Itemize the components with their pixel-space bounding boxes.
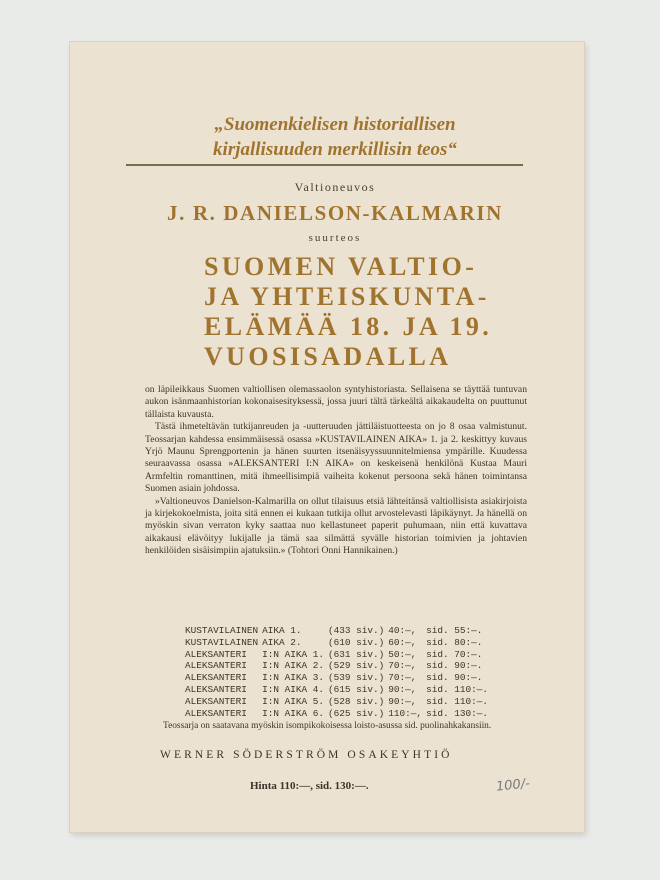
price-row [185,696,492,708]
price-cell-bound: sid. 90:—. [426,660,483,672]
price-cell-series: ALEKSANTERI [185,672,247,684]
price-cell-bound: sid. 90:—. [426,672,483,684]
work-descriptor: suurteos [308,232,362,244]
price-row [185,637,492,649]
price-row [185,708,492,720]
price-cell-price: 70:—, [388,660,417,672]
price-cell-pages: (433 siv.) [328,625,385,636]
price-cell-price: 110:—, [388,707,423,719]
price-cell-bound: sid. 130:—. [426,707,488,719]
paragraph: »Valtioneuvos Danielson-Kalmarilla on ollut tilaisuus etsiä lähteitänsä valtiollisista asiakirjoista ja kirjekokoelmista, joita sitä ennen ei kukaan tutkija ollut arvostelevasti läpikäynyt. Ja hänellä on myöskin sivan verraton kyky saattaa nuo kellastuneet paperit puhumaan, niin että kuvattava aikakausi elävöityy lukijalle ja tämä saa silmättä syvälle historian toimivien ja johtavien henkilöiden sisäisimpiin ajatuksiin.» (Tohtori Onni Hannikainen.) [145,495,527,557]
price-cell-pages: (528 siv.) [328,695,385,707]
price-cell-bound: sid. 110:—. [426,695,488,707]
divider-rule [126,164,523,166]
tagline-line-1: „Suomenkielisen historiallisen [214,114,456,135]
price-cell-series: ALEKSANTERI [185,648,247,660]
price-cell-label: AIKA 1. [262,625,302,636]
paragraph: Tästä ihmeteltävän tutkijanreuden ja -uutteruuden jättiläistuotteesta on jo 8 osaa valmistunut. Teossarjan kahdessa ensimmäisessä osassa »KUSTAVILAINEN AIKA» 1. ja 2. keskittyy kuvaus Yrjö Maunu Sprengportenin ja hänen suurten itsenäisyyssuunnitelmiensa ympärille. Kuudessa seuraavassa osassa »ALEKSANTERI I:N AIKA» on keskeisenä henkilönä Kustaa Mauri Armfeltin romanttinen, mitä ihmeellisimpiä vaiheita kokenut persoona sekä hänen toimintansa Suomen asiain johdossa. [145,421,527,495]
price-cell-price: 70:—, [388,672,417,684]
book-title-line-2: JA YHTEISKUNTA- [204,282,490,311]
author-title: Valtioneuvos [294,180,376,194]
price-cell-price: 50:—, [388,648,417,660]
price-cell-bound: sid. 55:—. [426,625,483,636]
price-cell-series: ALEKSANTERI [185,683,247,695]
edition-note: Teossarja on saatavana myöskin isompikokoisessa loisto-asussa sid. puolinahkakansiin. [163,721,492,731]
price-cell-price: 60:—, [388,636,417,648]
price-cell-pages: (539 siv.) [328,672,385,684]
price-cell-series: ALEKSANTERI [185,707,247,719]
price-cell-series: ALEKSANTERI [185,695,247,707]
paragraph: on läpileikkaus Suomen valtiollisen olemassaolon syntyhistoriasta. Sellaisena se täyttää tuntuvan aukon isänmaanhistorian kokonaisesityksessä, jossa juuri tältä tärkeältä aikakaudelta on puuttunut tällaista kuvausta. [145,384,527,420]
price-cell-label: AIKA 2. [262,636,302,648]
author-name: J. R. DANIELSON-KALMARIN [167,201,503,225]
price-cell-label: I:N AIKA 6. [262,707,325,719]
price-row [185,684,492,696]
price-list [185,625,492,719]
price-cell-label: I:N AIKA 4. [262,683,325,695]
price-cell-pages: (625 siv.) [328,707,385,719]
price-cell-pages: (610 siv.) [328,636,385,648]
price-cell-price: 90:—, [388,695,417,707]
handwritten-price: 100/- [495,776,531,795]
price-row [185,660,492,672]
price-cell-label: I:N AIKA 1. [262,648,325,660]
tagline [140,112,530,162]
price-cell-label: I:N AIKA 5. [262,695,325,707]
book-title-line-4: VUOSISADALLA [204,342,452,371]
price-cell-series: KUSTAVILAINEN [185,636,259,648]
price-row [185,625,492,637]
price-cell-pages: (631 siv.) [328,648,385,660]
description-text [145,384,527,558]
price-cell-pages: (529 siv.) [328,660,385,672]
price-cell-series: ALEKSANTERI [185,660,247,672]
price-cell-price: 90:—, [388,683,417,695]
price-row [185,672,492,684]
price-cell-series: KUSTAVILAINEN [185,625,259,636]
price-label: Hinta 110:—, sid. 130:—. [250,780,369,792]
price-row [185,649,492,661]
price-cell-pages: (615 siv.) [328,683,385,695]
price-cell-bound: sid. 80:—. [426,636,483,648]
price-cell-label: I:N AIKA 3. [262,672,325,684]
publisher-name: WERNER SÖDERSTRÖM OSAKEYHTIÖ [160,749,453,761]
book-title-line-3: ELÄMÄÄ 18. JA 19. [204,312,493,341]
price-cell-price: 40:—, [388,625,417,636]
book-title-line-1: SUOMEN VALTIO- [204,252,478,281]
price-cell-bound: sid. 110:—. [426,683,488,695]
price-cell-bound: sid. 70:—. [426,648,483,660]
tagline-line-2: kirjallisuuden merkillisin teos“ [213,139,457,160]
price-cell-label: I:N AIKA 2. [262,660,325,672]
